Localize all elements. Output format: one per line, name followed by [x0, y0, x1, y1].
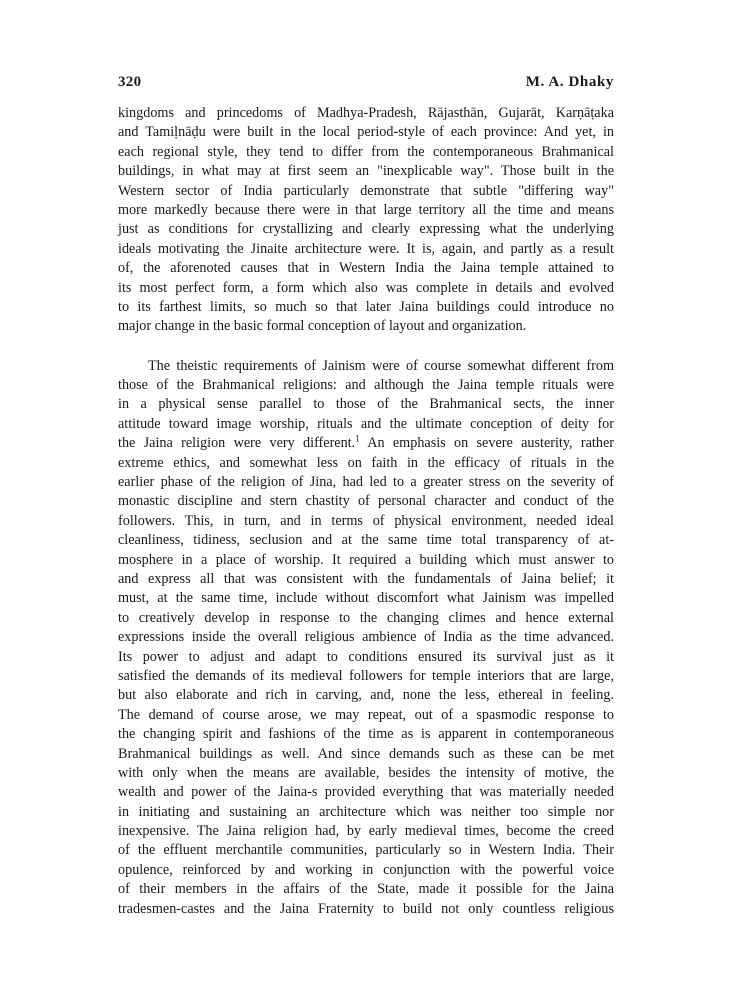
page-number: 320	[118, 74, 142, 90]
text-line: Western sector of India particularly demonstrate that subtle "differing way"	[118, 182, 614, 199]
text-line: Brahmanical buildings as well. And since demands such as these can be met	[118, 745, 614, 762]
paragraph-1	[118, 104, 614, 337]
text-line: must, at the same time, include without discomfort what Jainism was impelled	[118, 590, 614, 607]
text-line: its most perfect form, a form which also was complete in details and evolved	[118, 279, 614, 296]
text-line: in initiating and sustaining an architecture which was neither too simple nor	[118, 803, 614, 820]
text-line: just as conditions for crystallizing and clearly expressing what the underlying	[118, 221, 614, 238]
text-line: each regional style, they tend to differ from the contemporaneous Brahmanical	[118, 143, 614, 160]
text-line: attitude toward image worship, rituals and the ultimate conception of deity for	[118, 415, 614, 432]
text-line: expressions inside the overall religious ambience of India as the time advanced.	[118, 629, 614, 646]
text-line: mosphere in a place of worship. It required a building which must answer to	[118, 551, 614, 568]
text-line: more markedly because there were in that large territory all the time and means	[118, 201, 614, 218]
body-text	[118, 104, 614, 919]
line-text: the Jaina religion were very different.	[118, 435, 356, 452]
text-line: but also elaborate and rich in carving, and, none the less, ethereal in feeling.	[118, 687, 614, 704]
text-line: The demand of course arose, we may repeat, out of a spasmodic response to	[118, 706, 614, 723]
text-line: buildings, in what may at first seem an "inexplicable way". Those built in the	[118, 163, 614, 180]
text-line: of their members in the affairs of the State, made it possible for the Jaina	[118, 881, 614, 898]
text-line: Its power to adjust and adapt to conditions ensured its survival just as it	[118, 648, 614, 665]
text-line: tradesmen-castes and the Jaina Fraternity to build not only countless religious	[118, 900, 614, 917]
text-line: kingdoms and princedoms of Madhya-Pradesh, Rājasthān, Gujarāt, Karṇāṭaka	[118, 105, 614, 121]
text-line: to creatively develop in response to the changing climes and hence external	[118, 609, 614, 626]
footnote-marker[interactable]: 1	[355, 433, 360, 444]
text-line: wealth and power of the Jaina-s provided everything that was materially needed	[118, 784, 614, 801]
text-line: major change in the basic formal conception of layout and organization.	[118, 318, 527, 335]
text-line: with only when the means are available, besides the intensity of motive, the	[118, 764, 614, 781]
text-line: in a physical sense parallel to those of the Brahmanical sects, the inner	[118, 396, 614, 413]
text-line: satisfied the demands of its medieval followers for temple interiors that are large,	[118, 667, 614, 684]
text-line: those of the Brahmanical religions: and although the Jaina temple rituals were	[118, 377, 614, 394]
running-head-author: M. A. Dhaky	[525, 74, 614, 90]
text-line: opulence, reinforced by and working in conjunction with the powerful voice	[118, 861, 614, 878]
text-line: extreme ethics, and somewhat less on faith in the efficacy of rituals in the	[118, 454, 614, 471]
line-text: An emphasis on severe austerity, rather	[359, 435, 614, 452]
text-line: of, the aforenoted causes that in Western India the Jaina temple attained to	[118, 260, 614, 277]
text-line-with-footnote	[118, 434, 614, 453]
text-line: of the effluent merchantile communities, particularly so in Western India. Their	[118, 842, 614, 859]
text-line: monastic discipline and stern chastity of personal character and conduct of the	[118, 493, 614, 510]
text-line: and Tamiḷnāḍu were built in the local period-style of each province: And yet, in	[118, 124, 614, 141]
text-line: ideals motivating the Jinaite architecture were. It is, again, and partly as a result	[118, 240, 614, 257]
text-line: cleanliness, tidiness, seclusion and at the same time total transparency of at-	[118, 532, 614, 549]
text-line: followers. This, in turn, and in terms of physical environment, needed ideal	[118, 512, 614, 529]
text-line: inexpensive. The Jaina religion had, by early medieval times, become the creed	[118, 823, 614, 840]
text-line: and express all that was consistent with the fundamentals of Jaina belief; it	[118, 570, 614, 587]
text-line: the changing spirit and fashions of the time as is apparent in contemporaneous	[118, 726, 614, 743]
text-line: The theistic requirements of Jainism were of course somewhat different from	[148, 357, 614, 374]
page-header	[118, 74, 614, 96]
text-line: to its farthest limits, so much so that later Jaina buildings could introduce no	[118, 298, 614, 315]
paragraph-2	[118, 357, 614, 919]
text-line: earlier phase of the religion of Jina, had led to a greater stress on the severity of	[118, 474, 614, 491]
